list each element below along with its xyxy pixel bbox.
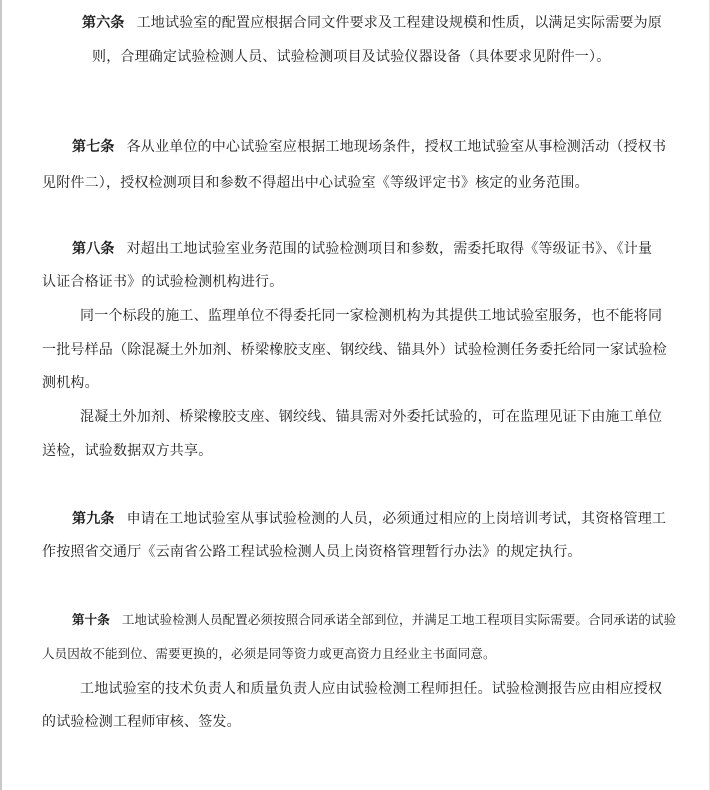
article-10-para-2-line-2: 的试验检测工程师审核、签发。 [42,714,241,730]
article-8-para-2-line-2: 一批号样品（除混凝土外加剂、桥梁橡胶支座、钢绞线、锚具外）试验检测任务委托给同一家试验检 [42,342,667,358]
article-6-line-2: 则，合理确定试验检测人员、试验检测项目及试验仪器设备（具体要求见附件一）。 [92,49,611,65]
article-7-line-2: 见附件二），授权检测项目和参数不得超出中心试验室《等级评定书》核定的业务范围。 [42,175,589,191]
article-9-heading: 第九条 [72,511,115,527]
article-9-line-1 [72,510,666,528]
article-8-line-2: 认证合格证书》的试验检测机构进行。 [42,274,284,290]
article-7-line-1 [72,138,666,156]
article-7-heading: 第七条 [72,139,115,155]
article-8-text-1: 对超出工地试验室业务范围的试验检测项目和参数，需委托取得《等级证书》、《计量 [126,241,653,257]
article-10-text-1: 工地试验检测人员配置必须按照合同承诺全部到位，并满足工地工程项目实际需要。合同承诺的试验 [121,612,677,627]
article-10-line-2: 人员因故不能到位、需要更换的，必须是同等资力或更高资力且经业主书面同意。 [42,646,496,661]
article-7-text-1: 各从业单位的中心试验室应根据工地现场条件，授权工地试验室从事检测活动（授权书 [126,139,667,155]
article-10-heading: 第十条 [72,612,110,627]
article-8-para-2-line-3: 测机构。 [42,375,99,391]
page-left-edge [0,0,2,790]
article-8-line-1 [72,240,652,258]
article-6-heading: 第六条 [82,15,125,31]
article-9-text-1: 申请在工地试验室从事试验检测的人员，必须通过相应的上岗培训考试，其资格管理工 [126,511,667,527]
article-6-text-1: 工地试验室的配置应根据合同文件要求及工程建设规模和性质，以满足实际需要为原 [136,15,663,31]
article-8-para-3-line-1: 混凝土外加剂、桥梁橡胶支座、钢绞线、锚具需对外委托试验的，可在监理见证下由施工单位 [80,409,663,425]
article-10-para-2-line-1: 工地试验室的技术负责人和质量负责人应由试验检测工程师担任。试验检测报告应由相应授权 [80,681,663,697]
article-10-line-1 [72,611,676,629]
article-8-para-2-line-1: 同一个标段的施工、监理单位不得委托同一家检测机构为其提供工地试验室服务，也不能将同 [80,308,663,324]
article-8-heading: 第八条 [72,241,115,257]
article-9-line-2: 作按照省交通厅《云南省公路工程试验检测人员上岗资格管理暂行办法》的规定执行。 [42,544,582,560]
article-6-line-1 [82,14,662,32]
article-8-para-3-line-2: 送检，试验数据双方共享。 [42,443,213,459]
